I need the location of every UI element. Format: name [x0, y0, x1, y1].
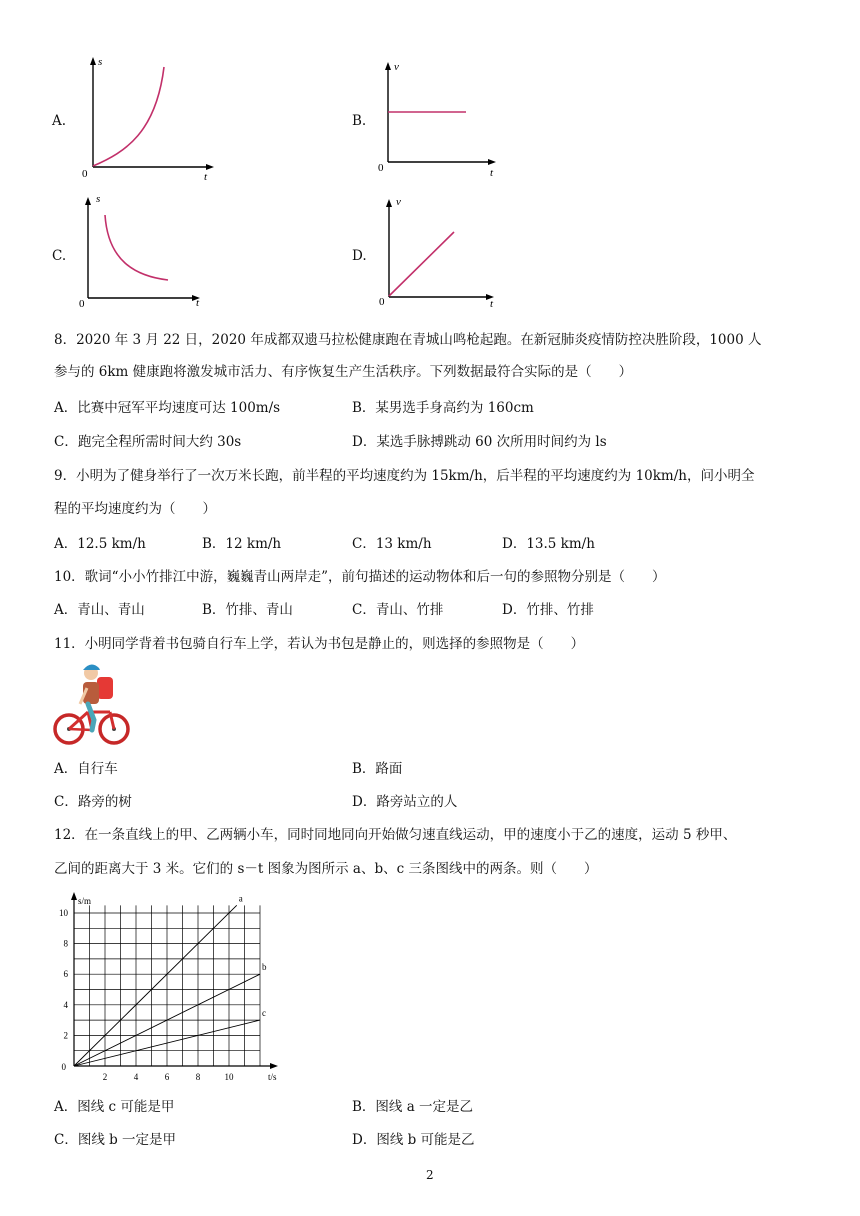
q11-stem: 11．小明同学背着书包骑自行车上学，若认为书包是静止的，则选择的参照物是（ ）	[54, 636, 585, 652]
series-line-a	[74, 905, 237, 1066]
q11-option-c[interactable]: C．路旁的树	[54, 794, 132, 810]
origin-label: 0	[61, 1062, 66, 1072]
q7c-x-label: t	[196, 297, 200, 309]
q11-option-a[interactable]: A．自行车	[54, 761, 118, 777]
q8-option-d[interactable]: D．某选手脉搏跳动 60 次所用时间约为 ls	[352, 434, 607, 450]
q9-stem-line1: 9．小明为了健身举行了一次万米长跑，前半程的平均速度约为 15km/h，后半程的平均速度约为 10km/h，问小明全	[54, 468, 755, 484]
q12-stem-line1: 12．在一条直线上的甲、乙两辆小车，同时同地同向开始做匀速直线运动，甲的速度小于乙的速度，运动 5 秒甲、	[54, 827, 737, 843]
series-label-c: c	[262, 1008, 266, 1019]
q7-graph-b	[372, 58, 512, 183]
q7a-origin: 0	[82, 168, 88, 180]
q9-option-b[interactable]: B．12 km/h	[202, 536, 282, 552]
q7c-origin: 0	[79, 298, 85, 310]
x-tick-label: 2	[102, 1072, 108, 1082]
q7b-origin: 0	[378, 162, 384, 174]
q7-option-b-label[interactable]: B.	[352, 113, 367, 129]
q11-option-b[interactable]: B．路面	[352, 761, 403, 777]
y-tick-label: 4	[63, 999, 68, 1010]
series-label-a: a	[238, 893, 243, 904]
q7-option-c-label[interactable]: C.	[52, 248, 67, 264]
y-tick-label: 8	[63, 938, 68, 949]
q7c-y-label: s	[96, 193, 101, 205]
q7-option-a-label[interactable]: A.	[52, 113, 67, 129]
q7-graph-d	[374, 195, 514, 310]
q8-option-a[interactable]: A．比赛中冠军平均速度可达 100m/s	[54, 400, 281, 416]
q9-stem-line2: 程的平均速度约为（ ）	[54, 501, 216, 517]
x-axis-arrow	[270, 1063, 278, 1069]
q10-stem: 10．歌词“小小竹排江中游，巍巍青山两岸走”，前句描述的运动物体和后一句的参照物分别是（ ）	[54, 569, 666, 585]
y-tick-label: 2	[63, 1030, 68, 1041]
q8-stem-line1: 8．2020 年 3 月 22 日，2020 年成都双遗马拉松健康跑在青城山鸣枪起跑。在新冠肺炎疫情防控决胜阶段，1000 人	[54, 332, 762, 348]
q12-option-a[interactable]: A．图线 c 可能是甲	[54, 1099, 175, 1115]
q7d-x-label: t	[490, 298, 494, 310]
q7-option-d-label[interactable]: D.	[352, 248, 367, 264]
q8-option-b[interactable]: B．某男选手身高约为 160cm	[352, 400, 534, 416]
y-axis-arrow	[71, 892, 77, 900]
q12-option-d[interactable]: D．图线 b 可能是乙	[352, 1132, 475, 1148]
page-number: 2	[426, 1168, 434, 1182]
x-tick-label: 8	[195, 1072, 201, 1082]
q7a-y-label: s	[98, 56, 103, 68]
q7d-origin: 0	[379, 296, 385, 308]
q10-option-d[interactable]: D．竹排、竹排	[502, 602, 594, 618]
x-axis-label: t/s	[268, 1072, 277, 1082]
q10-option-c[interactable]: C．青山、竹排	[352, 602, 444, 618]
q7-graph-c	[76, 190, 216, 310]
q9-option-a[interactable]: A．12.5 km/h	[54, 536, 146, 552]
q9-option-c[interactable]: C．13 km/h	[352, 536, 432, 552]
q10-option-b[interactable]: B．竹排、青山	[202, 602, 293, 618]
q7a-x-label: t	[204, 171, 208, 182]
q12-option-b[interactable]: B．图线 a 一定是乙	[352, 1099, 474, 1115]
x-tick-label: 6	[164, 1072, 170, 1082]
y-tick-label: 10	[59, 908, 68, 918]
q8-option-c[interactable]: C．跑完全程所需时间大约 30s	[54, 434, 242, 450]
q8-stem-line2: 参与的 6km 健康跑将激发城市活力、有序恢复生产生活秩序。下列数据最符合实际的是（ ）	[54, 364, 633, 380]
q7-graph-a	[76, 52, 226, 182]
q7d-y-label: v	[396, 196, 401, 208]
q12-option-c[interactable]: C．图线 b 一定是甲	[54, 1132, 177, 1148]
q12-stem-line2: 乙间的距离大于 3 米。它们的 s－t 图象为图所示 a、b、c 三条图线中的两条。则（ ）	[54, 861, 598, 877]
cyclist-illustration	[52, 660, 132, 746]
series-label-b: b	[262, 962, 267, 973]
q11-option-d[interactable]: D．路旁站立的人	[352, 794, 458, 810]
y-tick-label: 6	[63, 969, 68, 980]
y-axis-label: s/m	[78, 896, 92, 906]
st-graph	[44, 888, 284, 1084]
x-tick-label: 4	[133, 1072, 139, 1082]
x-tick-label: 10	[224, 1072, 234, 1082]
q9-option-d[interactable]: D．13.5 km/h	[502, 536, 595, 552]
q7b-x-label: t	[490, 167, 494, 179]
q7b-y-label: v	[394, 61, 399, 73]
q10-option-a[interactable]: A．青山、青山	[54, 602, 145, 618]
